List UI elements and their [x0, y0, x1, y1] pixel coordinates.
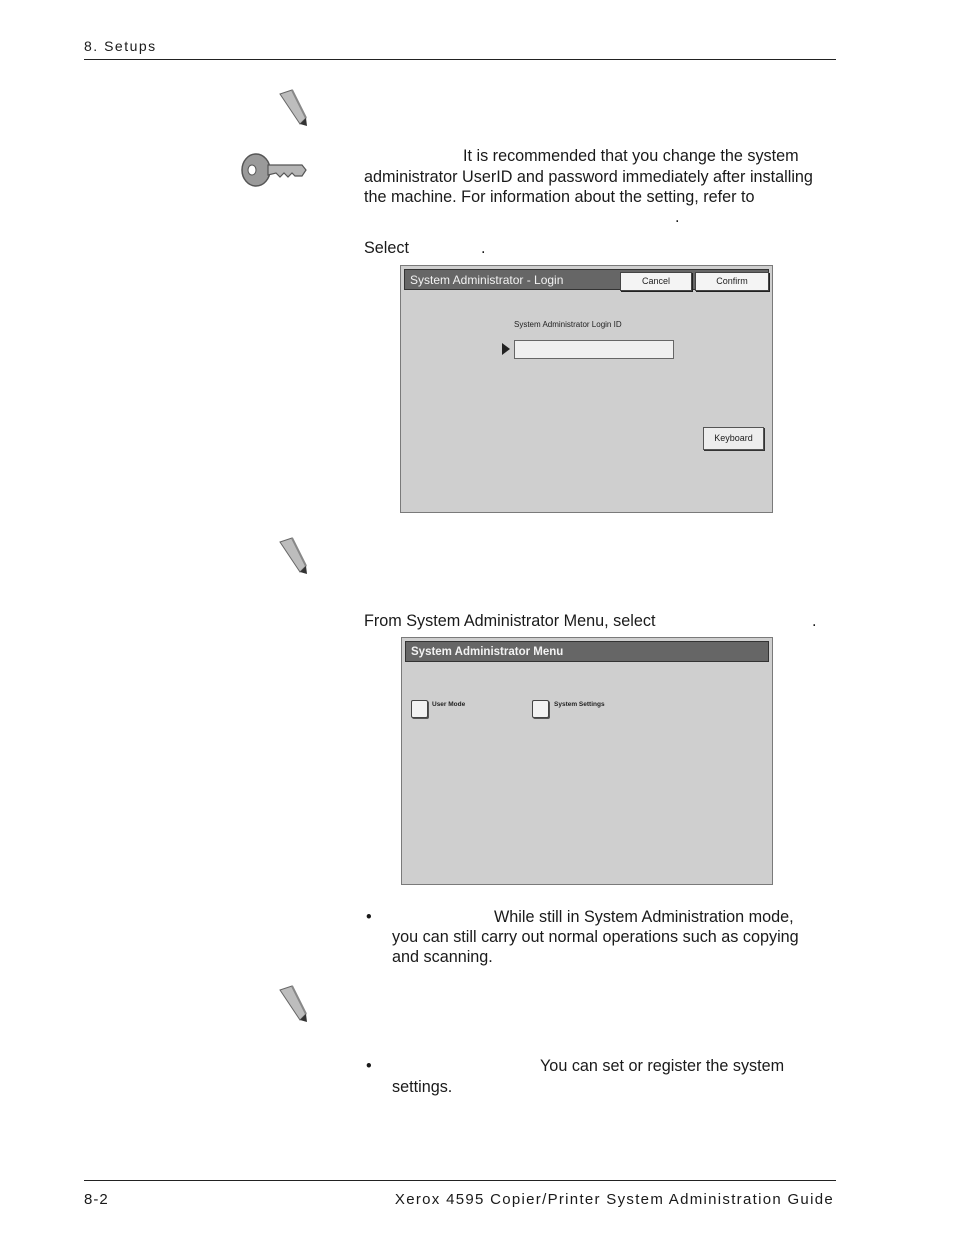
select-instruction-period: . [481, 239, 486, 257]
header-rule [84, 59, 836, 60]
key-note-line-1: It is recommended that you change the system [463, 147, 799, 165]
select-instruction: Select [364, 239, 409, 257]
pencil-note-icon [274, 88, 310, 128]
key-note-line-2: administrator UserID and password immediately after installing [364, 168, 813, 186]
login-title-bar [404, 269, 769, 290]
running-header: 8. Setups [84, 38, 157, 54]
footer-rule [84, 1180, 836, 1181]
system-settings-desc-line-2: settings. [392, 1078, 453, 1096]
page-number: 8-2 [84, 1191, 109, 1208]
login-title: System Administrator - Login [410, 273, 564, 287]
user-mode-button[interactable] [411, 700, 428, 718]
login-id-label: System Administrator Login ID [514, 320, 622, 329]
key-note-line-3: the machine. For information about the setting, refer to [364, 188, 755, 206]
field-pointer-icon [502, 343, 510, 355]
key-icon [240, 150, 310, 190]
pencil-note-icon [274, 984, 310, 1024]
admin-menu-title: System Administrator Menu [405, 641, 769, 662]
menu-instruction-period: . [812, 612, 817, 630]
user-mode-label: User Mode [432, 701, 466, 708]
user-mode-desc-line-2: you can still carry out normal operations such as copying [392, 928, 799, 946]
confirm-button[interactable]: Confirm [695, 272, 769, 291]
cancel-button[interactable]: Cancel [620, 272, 692, 291]
admin-menu-screen [401, 637, 773, 885]
user-mode-desc-line-3: and scanning. [392, 948, 493, 966]
system-settings-desc-line-1: You can set or register the system [540, 1057, 785, 1075]
menu-instruction: From System Administrator Menu, select [364, 612, 656, 630]
keyboard-button[interactable]: Keyboard [703, 427, 764, 450]
bullet-marker: • [366, 1057, 372, 1075]
login-screen [400, 265, 773, 513]
bullet-marker: • [366, 908, 372, 926]
pencil-note-icon [274, 536, 310, 576]
guide-title: Xerox 4595 Copier/Printer System Administration Guide [394, 1191, 834, 1208]
system-settings-label: System Settings [554, 701, 605, 708]
user-mode-desc-line-1: While still in System Administration mode, [494, 908, 794, 926]
login-id-input[interactable] [514, 340, 674, 359]
system-settings-button[interactable] [532, 700, 549, 718]
key-note-line-4: . [675, 208, 680, 226]
